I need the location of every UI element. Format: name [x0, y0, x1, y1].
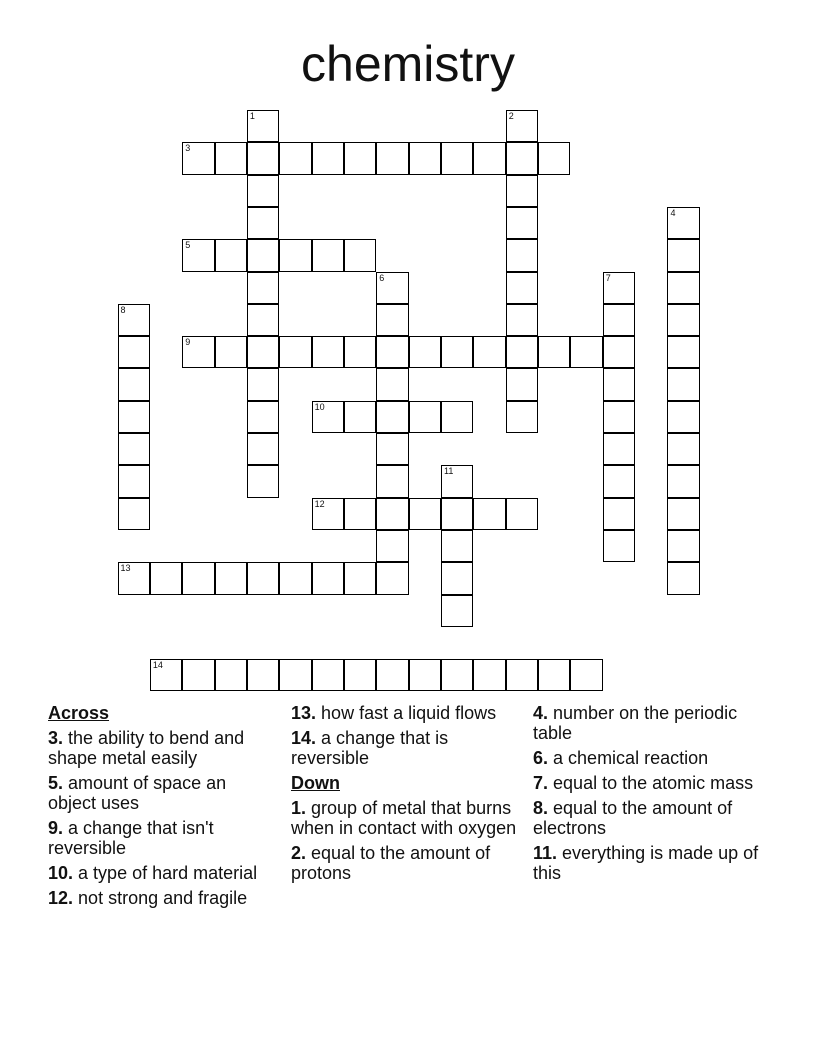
grid-cell[interactable] — [441, 401, 473, 433]
puzzle-title: chemistry — [301, 36, 515, 92]
clue-number: 1 — [249, 111, 255, 121]
grid-cell[interactable] — [344, 142, 376, 174]
grid-cell[interactable] — [344, 401, 376, 433]
grid-cell[interactable] — [667, 207, 699, 239]
grid-cell[interactable] — [376, 142, 408, 174]
grid-cell[interactable] — [506, 175, 538, 207]
grid-cell[interactable] — [376, 498, 408, 530]
clue-number: 7 — [605, 272, 611, 283]
grid-cell[interactable] — [312, 498, 344, 530]
clue-number: 10 — [314, 401, 325, 412]
grid-cell[interactable] — [506, 401, 538, 433]
grid-cell[interactable] — [118, 401, 150, 433]
grid-cell[interactable] — [376, 433, 408, 465]
grid-cell[interactable] — [182, 142, 214, 174]
across-heading: Across — [48, 703, 110, 723]
grid-cell[interactable] — [118, 433, 150, 465]
clue-number: 8 — [120, 304, 126, 315]
clue-number: 12 — [314, 498, 325, 509]
clues-column-1 — [48, 703, 278, 913]
clues-column-2 — [291, 703, 521, 888]
grid-cell[interactable] — [603, 465, 635, 497]
grid-cell[interactable] — [667, 530, 699, 562]
grid-cell[interactable] — [506, 659, 538, 691]
grid-cell[interactable] — [279, 239, 311, 271]
clue-down-8: 8. equal to the amount of electrons — [533, 798, 733, 838]
grid-cell[interactable] — [506, 368, 538, 400]
grid-cell[interactable] — [182, 562, 214, 594]
grid-cell[interactable] — [441, 595, 473, 627]
clue-number: 4 — [670, 207, 676, 218]
grid-cell[interactable] — [312, 336, 344, 368]
grid-cell[interactable] — [603, 368, 635, 400]
grid-cell[interactable] — [247, 368, 279, 400]
grid-cell[interactable] — [247, 562, 279, 594]
grid-cell[interactable] — [118, 465, 150, 497]
clue-across-5: 5. amount of space an object uses — [48, 773, 227, 813]
grid-cell[interactable] — [376, 304, 408, 336]
grid-cell[interactable] — [247, 110, 279, 142]
clue-across-13: 13. how fast a liquid flows — [291, 703, 497, 723]
grid-cell[interactable] — [118, 304, 150, 336]
grid-cell[interactable] — [344, 239, 376, 271]
down-heading: Down — [291, 773, 340, 793]
grid-cell[interactable] — [667, 336, 699, 368]
grid-cell[interactable] — [667, 498, 699, 530]
clue-down-11: 11. everything is made up of this — [533, 843, 759, 883]
grid-cell[interactable] — [312, 562, 344, 594]
grid-cell[interactable] — [247, 207, 279, 239]
clue-number: 5 — [185, 240, 191, 251]
grid-cell[interactable] — [182, 239, 214, 271]
grid-cell[interactable] — [603, 336, 635, 368]
grid-cell[interactable] — [215, 562, 247, 594]
clue-number: 2 — [508, 111, 514, 121]
grid-cell[interactable] — [667, 433, 699, 465]
grid-cell[interactable] — [247, 175, 279, 207]
clue-down-2: 2. equal to the amount of protons — [291, 843, 491, 883]
grid-cell[interactable] — [376, 401, 408, 433]
grid-cell[interactable] — [667, 368, 699, 400]
grid-cell[interactable] — [215, 659, 247, 691]
grid-cell[interactable] — [441, 530, 473, 562]
grid-cell[interactable] — [376, 336, 408, 368]
grid-cell[interactable] — [667, 239, 699, 271]
grid-cell[interactable] — [312, 239, 344, 271]
grid-cell[interactable] — [279, 142, 311, 174]
grid-cell[interactable] — [473, 659, 505, 691]
grid-cell[interactable] — [506, 110, 538, 142]
grid-cell[interactable] — [506, 239, 538, 271]
grid-cell[interactable] — [441, 498, 473, 530]
grid-cell[interactable] — [603, 272, 635, 304]
grid-cell[interactable] — [247, 465, 279, 497]
clue-number: 9 — [185, 337, 191, 348]
grid-cell[interactable] — [279, 336, 311, 368]
clue-number: 14 — [152, 660, 163, 671]
grid-cell[interactable] — [215, 142, 247, 174]
clue-down-4: 4. number on the periodic table — [533, 703, 738, 743]
grid-cell[interactable] — [603, 304, 635, 336]
grid-cell[interactable] — [409, 498, 441, 530]
grid-cell[interactable] — [247, 433, 279, 465]
grid-cell[interactable] — [376, 562, 408, 594]
grid-cell[interactable] — [376, 368, 408, 400]
grid-cell[interactable] — [667, 465, 699, 497]
grid-cell[interactable] — [409, 336, 441, 368]
grid-cell[interactable] — [312, 659, 344, 691]
clue-across-3: 3. the ability to bend and shape metal easily — [48, 728, 245, 768]
grid-cell[interactable] — [409, 659, 441, 691]
clue-across-12: 12. not strong and fragile — [48, 888, 248, 908]
grid-cell[interactable] — [376, 659, 408, 691]
clue-number: 6 — [379, 272, 385, 283]
grid-cell[interactable] — [344, 562, 376, 594]
grid-cell[interactable] — [118, 336, 150, 368]
clue-down-6: 6. a chemical reaction — [533, 748, 709, 768]
grid-cell[interactable] — [667, 304, 699, 336]
grid-cell[interactable] — [667, 272, 699, 304]
grid-cell[interactable] — [182, 336, 214, 368]
grid-cell[interactable] — [506, 304, 538, 336]
grid-cell[interactable] — [312, 401, 344, 433]
grid-cell[interactable] — [344, 498, 376, 530]
clue-number: 11 — [444, 466, 454, 477]
grid-cell[interactable] — [603, 530, 635, 562]
grid-cell[interactable] — [150, 659, 182, 691]
grid-cell[interactable] — [441, 562, 473, 594]
grid-cell[interactable] — [570, 659, 602, 691]
grid-cell[interactable] — [344, 659, 376, 691]
grid-cell[interactable] — [570, 336, 602, 368]
grid-cell[interactable] — [247, 336, 279, 368]
grid-cell[interactable] — [603, 498, 635, 530]
grid-cell[interactable] — [247, 659, 279, 691]
grid-cell[interactable] — [441, 659, 473, 691]
grid-cell[interactable] — [441, 142, 473, 174]
grid-cell[interactable] — [247, 304, 279, 336]
clues-column-3 — [533, 703, 763, 888]
grid-cell[interactable] — [279, 659, 311, 691]
grid-cell[interactable] — [344, 336, 376, 368]
clue-across-10: 10. a type of hard material — [48, 863, 258, 883]
grid-cell[interactable] — [279, 562, 311, 594]
grid-cell[interactable] — [182, 659, 214, 691]
grid-cell[interactable] — [603, 433, 635, 465]
grid-cell[interactable] — [215, 239, 247, 271]
clue-across-9: 9. a change that isn't reversible — [48, 818, 214, 858]
grid-cell[interactable] — [150, 562, 182, 594]
clue-across-14: 14. a change that is reversible — [291, 728, 449, 768]
clue-down-1: 1. group of metal that burns when in contact with oxygen — [291, 798, 517, 838]
grid-cell[interactable] — [215, 336, 247, 368]
grid-cell[interactable] — [441, 336, 473, 368]
grid-cell[interactable] — [118, 562, 150, 594]
grid-cell[interactable] — [247, 142, 279, 174]
grid-cell[interactable] — [409, 142, 441, 174]
grid-cell[interactable] — [376, 465, 408, 497]
grid-cell[interactable] — [376, 272, 408, 304]
grid-cell[interactable] — [473, 142, 505, 174]
grid-cell[interactable] — [506, 272, 538, 304]
grid-cell[interactable] — [247, 272, 279, 304]
grid-cell[interactable] — [538, 659, 570, 691]
grid-cell[interactable] — [312, 142, 344, 174]
grid-cell[interactable] — [506, 207, 538, 239]
grid-cell[interactable] — [247, 239, 279, 271]
grid-cell[interactable] — [473, 498, 505, 530]
grid-cell[interactable] — [441, 465, 473, 497]
grid-cell[interactable] — [376, 530, 408, 562]
grid-cell[interactable] — [506, 498, 538, 530]
clue-number: 13 — [120, 563, 131, 574]
grid-cell[interactable] — [538, 142, 570, 174]
grid-cell[interactable] — [118, 368, 150, 400]
clue-number: 3 — [185, 143, 191, 154]
grid-cell[interactable] — [603, 401, 635, 433]
grid-cell[interactable] — [506, 142, 538, 174]
grid-cell[interactable] — [409, 401, 441, 433]
grid-cell[interactable] — [538, 336, 570, 368]
grid-cell[interactable] — [667, 562, 699, 594]
grid-cell[interactable] — [118, 498, 150, 530]
grid-cell[interactable] — [667, 401, 699, 433]
grid-cell[interactable] — [506, 336, 538, 368]
clue-down-7: 7. equal to the atomic mass — [533, 773, 754, 793]
grid-cell[interactable] — [247, 401, 279, 433]
grid-cell[interactable] — [473, 336, 505, 368]
